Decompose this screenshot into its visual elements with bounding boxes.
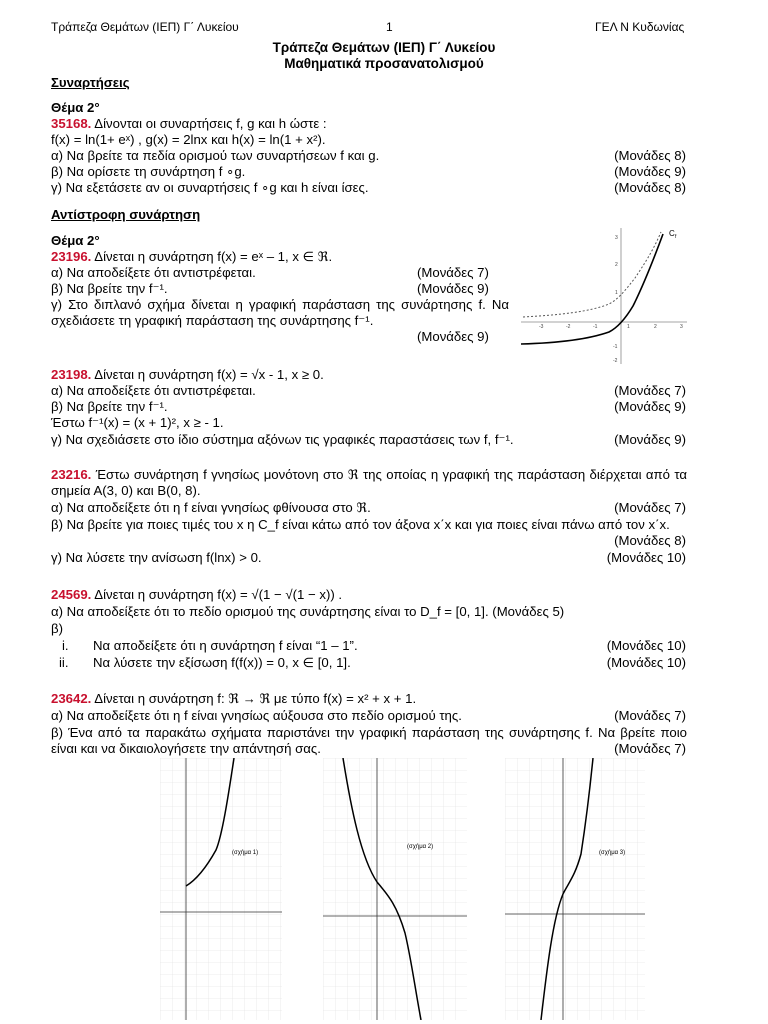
curve-inverse-dotted bbox=[523, 232, 661, 317]
problem-35168-b: β) Να ορίσετε τη συνάρτηση f ∘g. bbox=[51, 164, 246, 179]
page-subtitle: Μαθηματικά προσανατολισμού bbox=[284, 56, 484, 71]
marks: (Μονάδες 8) bbox=[614, 148, 686, 163]
y-tick: 3 bbox=[615, 235, 618, 241]
marks: (Μονάδες 8) bbox=[614, 180, 686, 195]
theme-label: Θέμα 2° bbox=[51, 233, 100, 248]
problem-23216-c: γ) Να λύσετε την ανίσωση f(lnx) > 0. bbox=[51, 550, 262, 565]
figure-label: (σχήμα 2) bbox=[407, 844, 434, 850]
problem-number: 23216. bbox=[51, 467, 92, 482]
problem-23198-a: α) Να αποδείξετε ότι αντιστρέφεται. bbox=[51, 383, 256, 398]
svg-text:f: f bbox=[675, 234, 677, 240]
problem-23642-b: β) Ένα από τα παρακάτω σχήματα παριστάνει την γραφική παράσταση της συνάρτησης f. Να βρείτε ποιο είναι και να δικαιολογήσετε την απάντησή σας. bbox=[51, 725, 687, 756]
problem-35168-c: γ) Να εξετάσετε αν οι συναρτήσεις f ∘g και h είναι ίσες. bbox=[51, 180, 369, 195]
figure-label: (σχήμα 1) bbox=[232, 850, 259, 856]
problem-23216-a: α) Να αποδείξετε ότι η f είναι γνησίως φθίνουσα στο ℜ. bbox=[51, 500, 371, 515]
problem-35168-intro bbox=[51, 116, 327, 132]
x-tick: 2 bbox=[654, 324, 657, 330]
figure-1 bbox=[160, 758, 282, 1020]
problem-24569-bii: Να λύσετε την εξίσωση f(f(x)) = 0, x ∈ [0, 1]. bbox=[93, 655, 351, 670]
x-tick: -1 bbox=[593, 324, 598, 330]
problem-23198-given: Έστω f⁻¹(x) = (x + 1)², x ≥ - 1. bbox=[51, 415, 224, 430]
problem-23642-intro bbox=[51, 691, 416, 707]
problem-23198-b: β) Να βρείτε την f⁻¹. bbox=[51, 399, 168, 414]
marks: (Μονάδες 10) bbox=[606, 550, 686, 565]
problem-24569-b: β) bbox=[51, 621, 63, 636]
problem-text: Έστω συνάρτηση f γνησίως μονότονη στο ℜ της οποίας η γραφική της παράσταση διέρχεται από τα σημεία Α(3, 0) και Β(0, 8). bbox=[51, 467, 687, 498]
marks: (Μονάδες 8) bbox=[614, 533, 686, 548]
figure-2 bbox=[323, 758, 467, 1020]
page-number: 1 bbox=[386, 20, 393, 34]
problem-23642-a: α) Να αποδείξετε ότι η f είναι γνησίως αύξουσα στο πεδίο ορισμού της. bbox=[51, 708, 462, 723]
header-right: ΓΕΛ Ν Κυδωνίας bbox=[595, 20, 685, 34]
problem-24569-a: α) Να αποδείξετε ότι το πεδίο ορισμού της συνάρτησης είναι το D_f = [0, 1]. (Μονάδες 5) bbox=[51, 604, 565, 619]
marks: (Μονάδες 9) bbox=[614, 399, 686, 414]
problem-35168-defs: f(x) = ln(1+ eˣ) , g(x) = 2lnx και h(x) = ln(1 + x²). bbox=[51, 132, 326, 147]
x-tick: -3 bbox=[539, 324, 544, 330]
problem-23198-c: γ) Να σχεδιάσετε στο ίδιο σύστημα αξόνων τις γραφικές παραστάσεις των f, f⁻¹. bbox=[51, 432, 514, 447]
y-tick: -2 bbox=[613, 358, 618, 364]
curve-label: C bbox=[669, 229, 675, 238]
problem-number: 24569. bbox=[51, 587, 92, 602]
section-heading-inverse: Αντίστροφη συνάρτηση bbox=[51, 207, 201, 222]
problem-number: 35168. bbox=[51, 116, 92, 131]
problem-24569-bi: Να αποδείξετε ότι η συνάρτηση f είναι “1 – 1”. bbox=[93, 638, 358, 653]
problem-number: 23198. bbox=[51, 367, 92, 382]
y-tick: 1 bbox=[615, 290, 618, 296]
problem-23196-a: α) Να αποδείξετε ότι αντιστρέφεται. bbox=[51, 265, 256, 280]
problem-number: 23196. bbox=[51, 249, 92, 264]
marks: (Μονάδες 10) bbox=[606, 638, 686, 653]
problem-23198-intro bbox=[51, 367, 324, 383]
marks: (Μονάδες 7) bbox=[614, 741, 686, 756]
marks: (Μονάδες 7) bbox=[614, 708, 686, 723]
problem-35168-a: α) Να βρείτε τα πεδία ορισμού των συναρτήσεων f και g. bbox=[51, 148, 380, 163]
figure-3 bbox=[505, 758, 645, 1020]
marks: (Μονάδες 10) bbox=[606, 655, 686, 670]
problem-23196-intro bbox=[51, 249, 332, 265]
x-tick: 1 bbox=[627, 324, 630, 330]
y-tick: -1 bbox=[613, 344, 618, 350]
x-tick: 3 bbox=[680, 324, 683, 330]
marks: (Μονάδες 9) bbox=[614, 164, 686, 179]
x-tick: -2 bbox=[566, 324, 571, 330]
problem-23216-intro bbox=[51, 467, 687, 499]
problem-text: Δίνεται η συνάρτηση f: ℜ → ℜ με τύπο f(x) = x² + x + 1. bbox=[91, 691, 417, 706]
problem-text: Δίνεται η συνάρτηση f(x) = eˣ – 1, x ∈ ℜ. bbox=[91, 249, 333, 264]
problem-number: 23642. bbox=[51, 691, 92, 706]
problem-24569-intro bbox=[51, 587, 342, 603]
header-left: Τράπεζα Θεμάτων (ΙΕΠ) Γ΄ Λυκείου bbox=[51, 20, 239, 34]
item-number: i. bbox=[62, 638, 69, 653]
item-number: ii. bbox=[59, 655, 69, 670]
problem-text: Δίνεται η συνάρτηση f(x) = √(1 − √(1 − x)) . bbox=[91, 587, 343, 602]
problem-23216-b: β) Να βρείτε για ποιες τιμές του x η C_f είναι κάτω από τον άξονα x΄x και για ποιες είναι πάνω από τον x΄x. bbox=[51, 517, 670, 532]
marks: (Μονάδες 7) bbox=[417, 265, 489, 280]
y-tick: 2 bbox=[615, 262, 618, 268]
marks: (Μονάδες 7) bbox=[614, 383, 686, 398]
figure-label: (σχήμα 3) bbox=[599, 850, 626, 856]
problem-23196-b: β) Να βρείτε την f⁻¹. bbox=[51, 281, 168, 296]
theme-label: Θέμα 2° bbox=[51, 100, 100, 115]
graph-exp-function bbox=[519, 226, 689, 366]
section-heading-functions: Συναρτήσεις bbox=[51, 75, 130, 90]
marks: (Μονάδες 9) bbox=[417, 329, 489, 344]
marks: (Μονάδες 7) bbox=[614, 500, 686, 515]
marks: (Μονάδες 9) bbox=[614, 432, 686, 447]
problem-text: Δίνονται οι συναρτήσεις f, g και h ώστε : bbox=[91, 116, 327, 131]
problem-text: Δίνεται η συνάρτηση f(x) = √x - 1, x ≥ 0. bbox=[91, 367, 324, 382]
marks: (Μονάδες 9) bbox=[417, 281, 489, 296]
problem-23196-c: γ) Στο διπλανό σχήμα δίνεται η γραφική παράσταση της συνάρτησης f. Να σχεδιάσετε τη γραφική παράσταση της συνάρτησης f⁻¹. bbox=[51, 297, 509, 328]
page-title: Τράπεζα Θεμάτων (ΙΕΠ) Γ΄ Λυκείου bbox=[272, 40, 496, 55]
